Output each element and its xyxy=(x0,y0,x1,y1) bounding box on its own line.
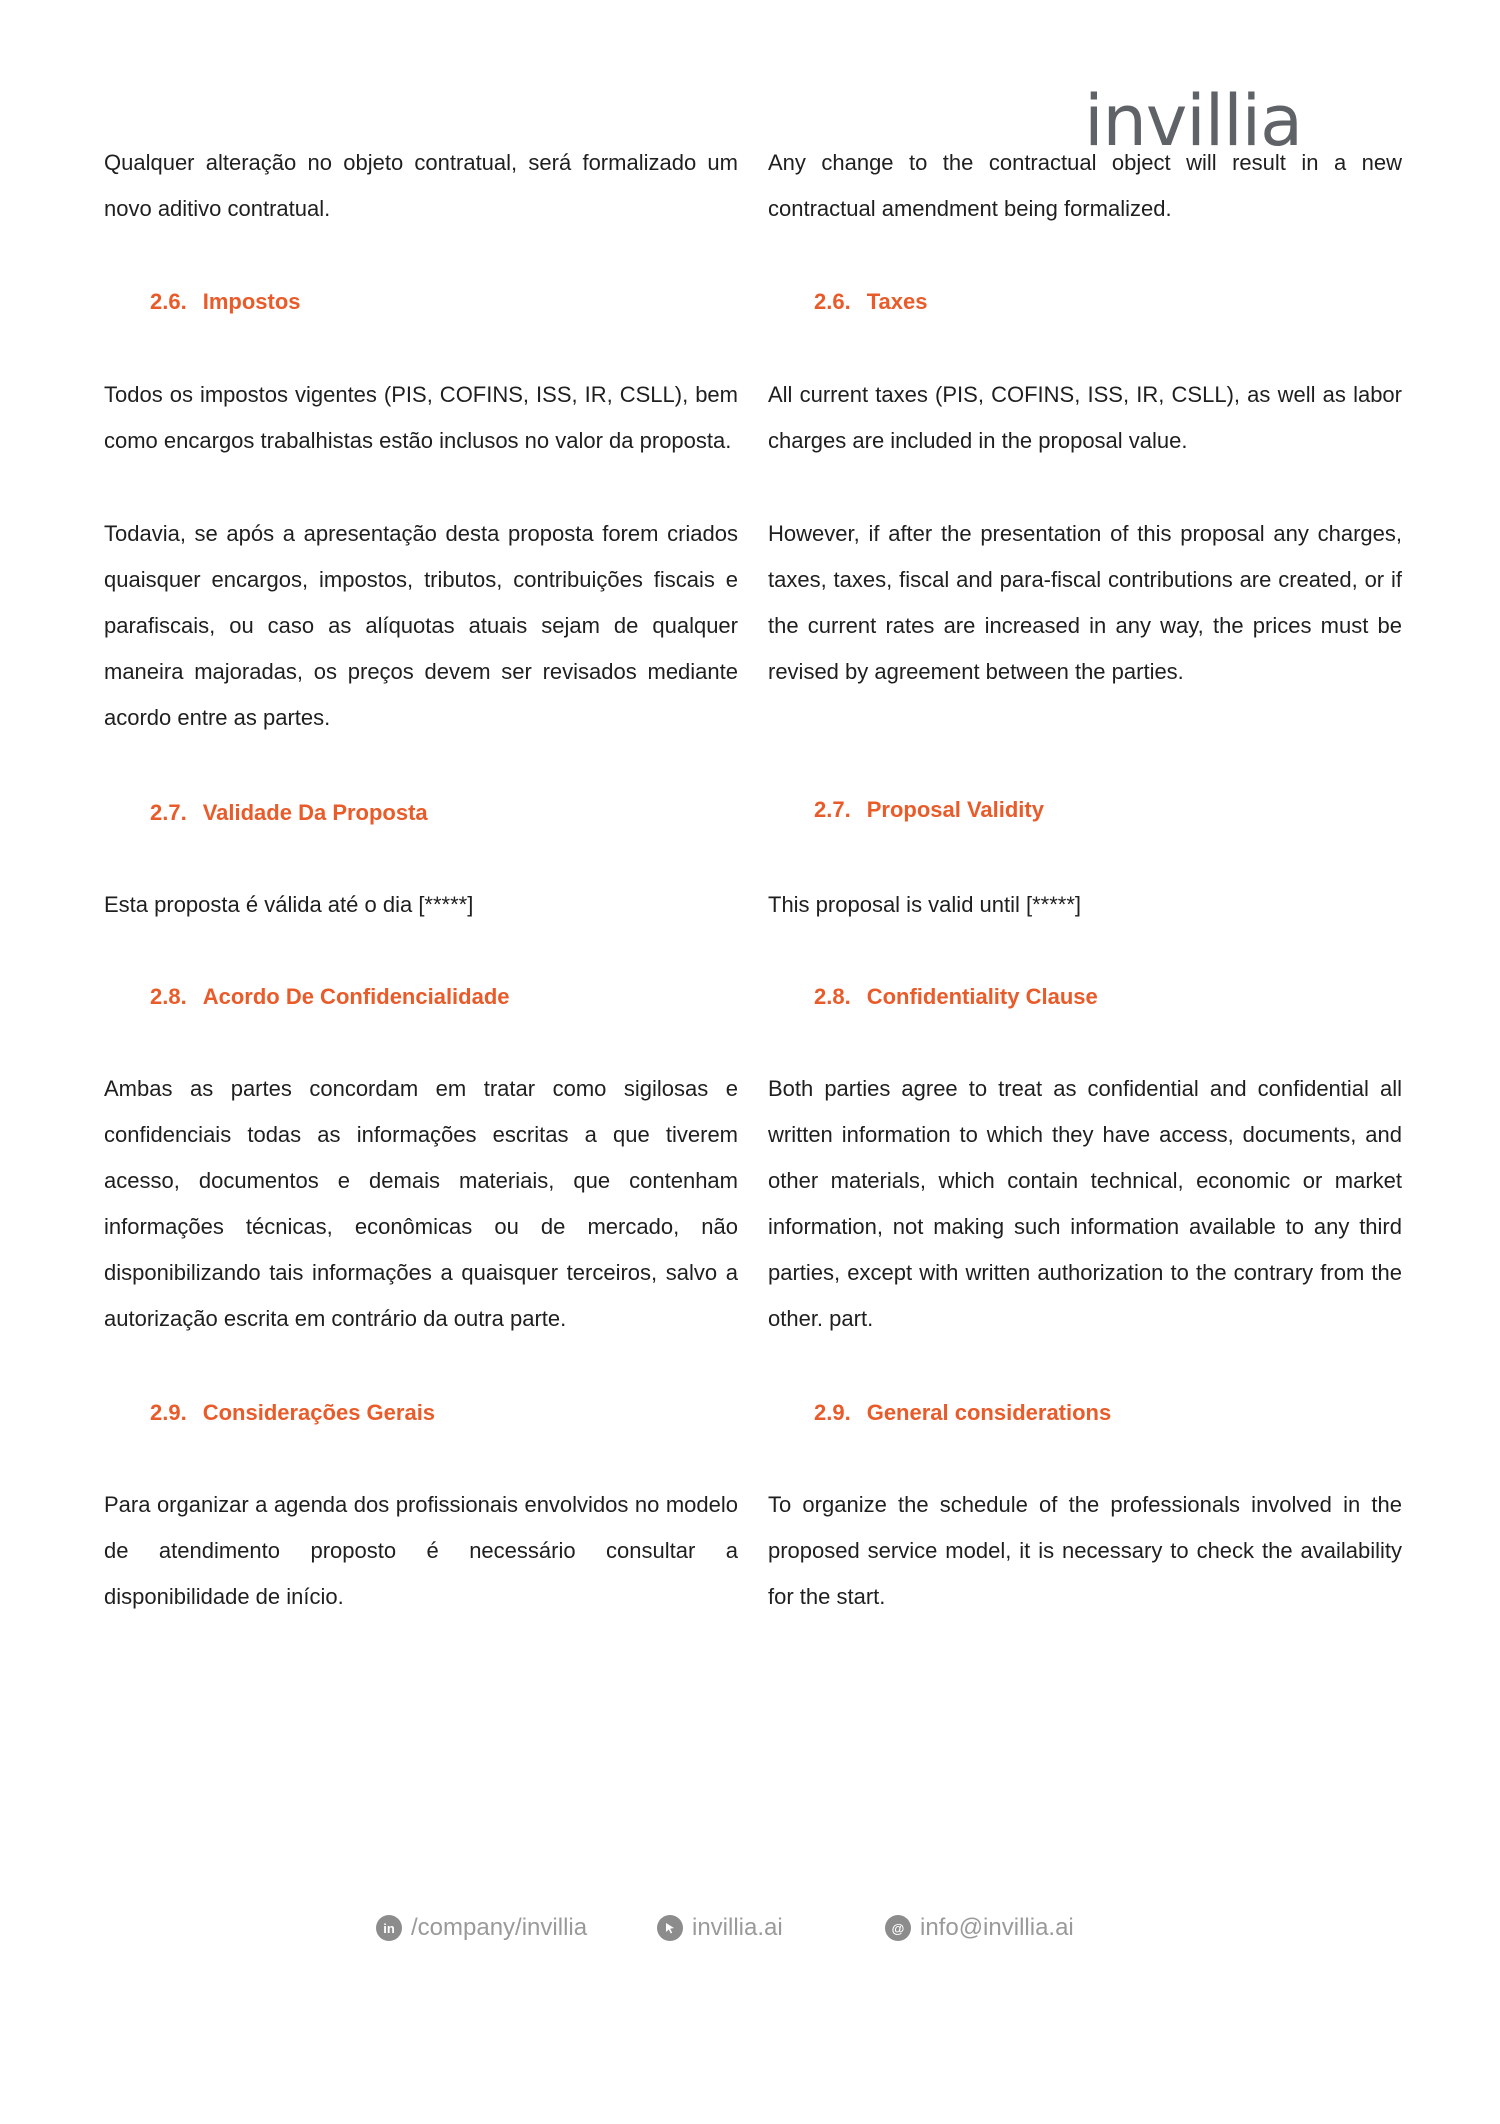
heading-number: 2.7. xyxy=(814,797,851,822)
validity-text-en: This proposal is valid until [*****] xyxy=(768,892,1082,917)
heading-title: Impostos xyxy=(202,289,301,314)
taxes-text-en-2: However, if after the presentation of this proposal any charges, taxes, taxes, fiscal and para-fiscal contributions are created, or if the current rates are increased in any way, the prices must be revised by agreement between the parties. xyxy=(768,521,1402,684)
footer-website-text: invillia.ai xyxy=(692,1914,783,1941)
taxes-text-en-1: All current taxes (PIS, COFINS, ISS, IR, CSLL), as well as labor charges are included in the proposal value. xyxy=(768,382,1402,453)
heading-general-pt xyxy=(150,1398,435,1428)
confidentiality-text-pt: Ambas as partes concordam em tratar como sigilosas e confidenciais todas as informações escritas a que tiverem acesso, documentos e demais materiais, que contenham informações técnicas, econômicas ou de mercado, não disponibilizando tais informações a quaisquer terceiros, salvo a autorização escrita em contrário da outra parte. xyxy=(104,1076,738,1331)
footer-website-link[interactable] xyxy=(657,1914,783,1942)
heading-number: 2.8. xyxy=(814,984,851,1009)
intro-text-en: Any change to the contractual object will result in a new contractual amendment being formalized. xyxy=(768,150,1402,221)
footer-linkedin-link[interactable] xyxy=(376,1914,587,1942)
logo: invillia xyxy=(1084,80,1302,162)
heading-validity-pt xyxy=(150,798,428,828)
footer xyxy=(0,1914,1500,1950)
footer-linkedin-text: /company/invillia xyxy=(411,1914,588,1941)
heading-number: 2.9. xyxy=(814,1400,851,1425)
confidentiality-text-en: Both parties agree to treat as confidential and confidential all written information to which they have access, documents, and other materials, which contain technical, economic or market information, not making such information available to any third parties, except with written authorization to the contrary from the other. part. xyxy=(768,1076,1402,1331)
general-text-en: To organize the schedule of the professionals involved in the proposed service model, it is necessary to check the availability for the start. xyxy=(768,1492,1402,1609)
heading-title: Confidentiality Clause xyxy=(866,984,1098,1009)
heading-title: Validade Da Proposta xyxy=(202,800,428,825)
heading-title: Proposal Validity xyxy=(866,797,1044,822)
heading-taxes-en xyxy=(814,287,927,317)
taxes-text-pt-1: Todos os impostos vigentes (PIS, COFINS, ISS, IR, CSLL), bem como encargos trabalhistas estão inclusos no valor da proposta. xyxy=(104,382,738,453)
heading-validity-en xyxy=(814,795,1044,825)
heading-title: Acordo De Confidencialidade xyxy=(202,984,510,1009)
heading-number: 2.9. xyxy=(150,1400,187,1425)
general-text-pt: Para organizar a agenda dos profissionais envolvidos no modelo de atendimento proposto é necessário consultar a disponibilidade de início. xyxy=(104,1492,738,1609)
heading-number: 2.8. xyxy=(150,984,187,1009)
at-icon: @ xyxy=(885,1915,911,1941)
heading-number: 2.7. xyxy=(150,800,187,825)
validity-text-pt: Esta proposta é válida até o dia [*****] xyxy=(104,892,474,917)
heading-title: Considerações Gerais xyxy=(202,1400,436,1425)
taxes-text-pt-2: Todavia, se após a apresentação desta proposta forem criados quaisquer encargos, impostos, tributos, contribuições fiscais e parafiscais, ou caso as alíquotas atuais sejam de qualquer maneira majoradas, os preços devem ser revisados mediante acordo entre as partes. xyxy=(104,521,738,730)
linkedin-icon: in xyxy=(376,1915,402,1941)
heading-taxes-pt xyxy=(150,287,301,317)
heading-number: 2.6. xyxy=(150,289,187,314)
heading-number: 2.6. xyxy=(814,289,851,314)
heading-title: Taxes xyxy=(866,289,928,314)
heading-title: General considerations xyxy=(866,1400,1112,1425)
intro-text-pt: Qualquer alteração no objeto contratual, será formalizado um novo aditivo contratual. xyxy=(104,150,738,221)
heading-confidentiality-pt xyxy=(150,982,510,1012)
footer-email-link[interactable] xyxy=(885,1914,1074,1942)
footer-email-text: info@invillia.ai xyxy=(920,1914,1074,1941)
heading-confidentiality-en xyxy=(814,982,1098,1012)
heading-general-en xyxy=(814,1398,1111,1428)
cursor-icon xyxy=(657,1915,683,1941)
